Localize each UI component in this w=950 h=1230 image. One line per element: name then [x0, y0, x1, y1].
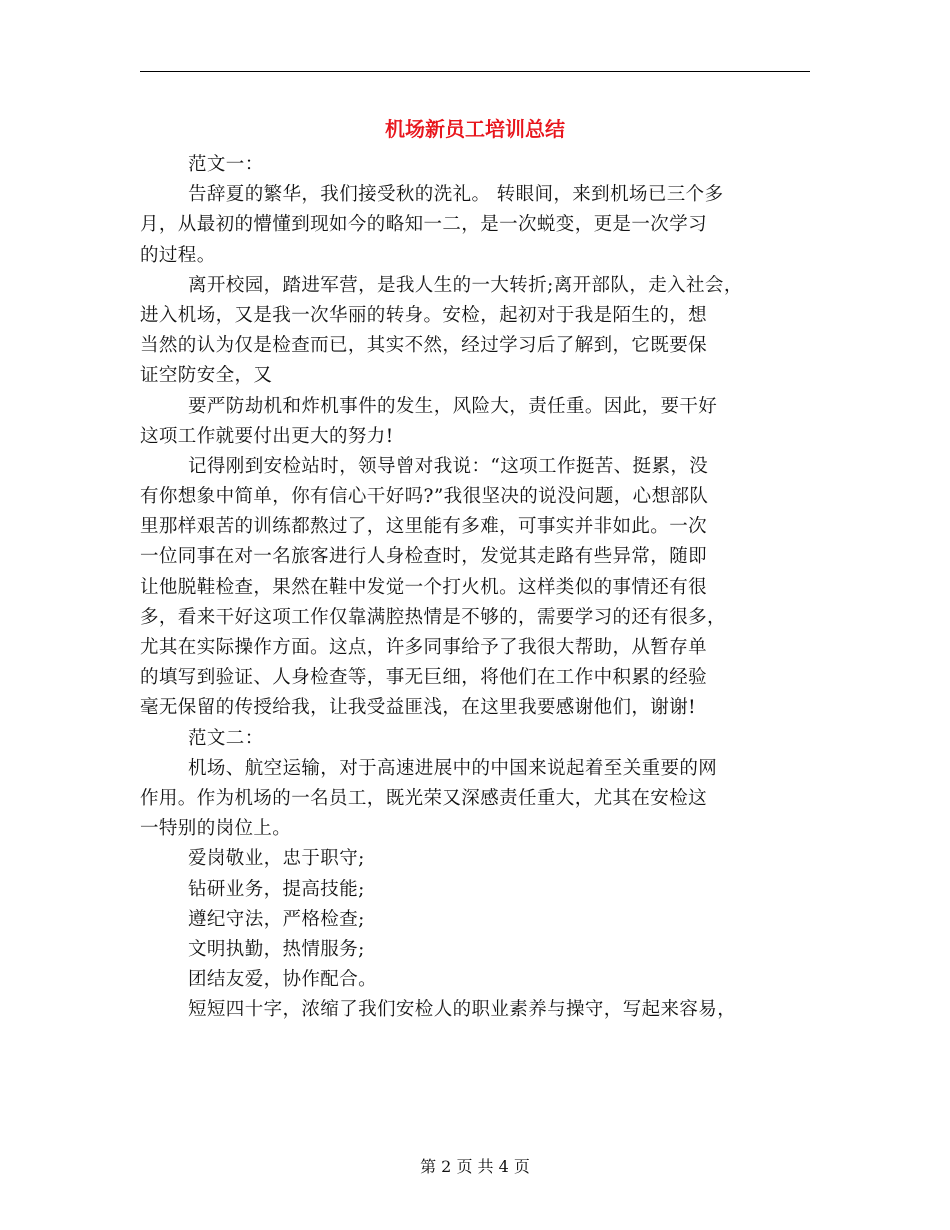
text-line: 钻研业务，提高技能; [188, 878, 365, 900]
text-line: 遵纪守法，严格检查; [188, 908, 365, 930]
text-line: 当然的认为仅是检查而已，其实不然，经过学习后了解到，它既要保 [140, 335, 708, 357]
page-number-footer: 第 2 页 共 4 页 [420, 1157, 530, 1176]
text-line: 记得刚到安检站时，领导曾对我说：“这项工作挺苦、挺累，没 [188, 455, 709, 477]
text-line: 爱岗敬业，忠于职守; [188, 848, 365, 870]
text-line: 短短四十字，浓缩了我们安检人的职业素养与操守，写起来容易， [188, 999, 737, 1021]
text-line: 的过程。 [140, 244, 216, 266]
text-line: 证空防安全，又 [140, 365, 273, 387]
text-line: 一位同事在对一名旅客进行人身检查时，发觉其走路有些异常，随即 [140, 546, 708, 568]
text-line: 一特别的岗位上。 [140, 818, 292, 840]
text-line: 范文一： [188, 154, 264, 175]
text-line: 机场、航空运输，对于高速进展中的中国来说起着至关重要的网 [188, 757, 718, 779]
text-line: 尤其在实际操作方面。这点，许多同事给予了我很大帮助，从暂存单 [140, 637, 708, 658]
text-line: 毫无保留的传授给我，让我受益匪浅，在这里我要感谢他们，谢谢! [140, 697, 696, 719]
text-line: 范文二： [188, 727, 264, 749]
text-line: 文明执勤，热情服务; [188, 938, 365, 960]
text-line: 进入机场，又是我一次华丽的转身。安检，起初对于我是陌生的，想 [140, 304, 708, 326]
text-line: 这项工作就要付出更大的努力! [140, 425, 394, 447]
text-line: 让他脱鞋检查，果然在鞋中发觉一个打火机。这样类似的事情还有很 [140, 576, 708, 598]
text-line: 有你想象中简单，你有信心干好吗?”我很坚决的说没问题，心想部队 [140, 486, 709, 508]
text-line: 多，看来干好这项工作仅靠满腔热情是不够的，需要学习的还有很多， [140, 606, 726, 628]
text-line: 作用。作为机场的一名员工，既光荣又深感责任重大，尤其在安检这 [140, 787, 708, 809]
text-line: 月，从最初的懵懂到现如今的略知一二，是一次蜕变，更是一次学习 [140, 214, 708, 236]
text-line: 离开校园，踏进军营，是我人生的一大转折;离开部队，走入社会， [188, 274, 743, 296]
document-body [140, 150, 810, 1025]
document-title: 机场新员工培训总结 [385, 117, 565, 141]
text-line: 要严防劫机和炸机事件的发生，风险大，责任重。因此，要干好 [188, 395, 718, 417]
header-rule [140, 71, 810, 72]
text-line: 里那样艰苦的训练都熬过了，这里能有多难，可事实并非如此。一次 [140, 516, 708, 538]
text-line: 团结友爱，协作配合。 [188, 969, 378, 991]
text-line: 告辞夏的繁华，我们接受秋的洗礼。 转眼间，来到机场已三个多 [188, 184, 724, 206]
text-line: 的填写到验证、人身检查等，事无巨细，将他们在工作中积累的经验 [140, 667, 708, 689]
